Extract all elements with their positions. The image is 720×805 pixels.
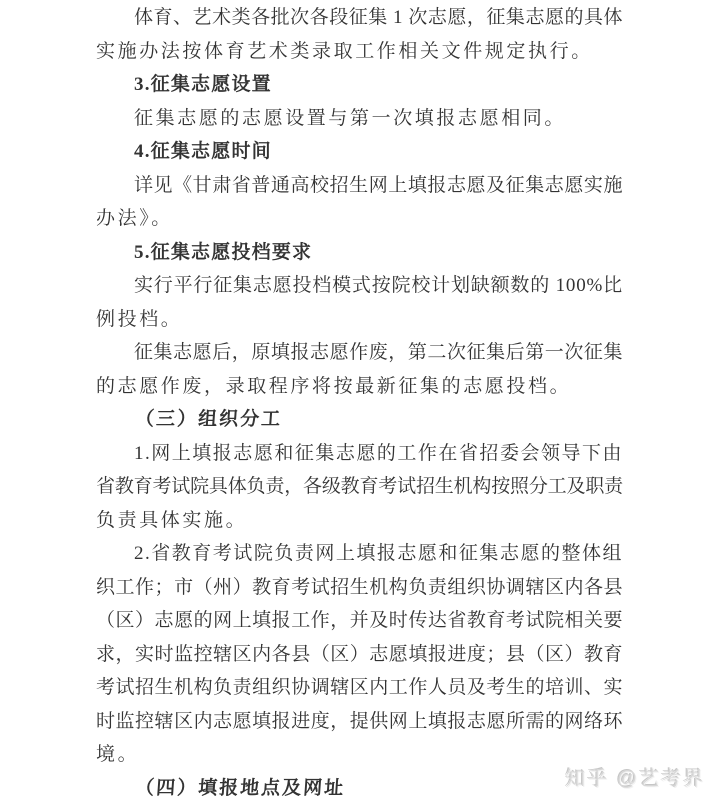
body-text-line bbox=[96, 102, 623, 136]
body-text-line bbox=[96, 303, 623, 337]
body-text-line-text: 织工作；市（州）教育考试招生机构负责组织协调辖区内各县 bbox=[96, 576, 624, 598]
body-text-line bbox=[96, 604, 623, 638]
body-text-line-text: 办法》。 bbox=[96, 208, 173, 229]
numbered-heading bbox=[96, 68, 623, 102]
document-body bbox=[96, 1, 623, 805]
body-text-line-text: 1.网上填报志愿和征集志愿的工作在省招委会领导下由 bbox=[134, 442, 624, 464]
body-text-line-text: 例投档。 bbox=[96, 308, 183, 330]
body-text-line-text: 征集志愿后，原填报志愿作废，第二次征集后第一次征集 bbox=[134, 342, 624, 363]
section-heading bbox=[96, 772, 623, 805]
body-text-line bbox=[96, 1, 623, 35]
body-text-line bbox=[96, 671, 623, 705]
body-text-line-text: 时监控辖区内志愿填报进度，提供网上填报志愿所需的网络环 bbox=[96, 710, 624, 732]
body-text-line-text: 实施办法按体育艺术类录取工作相关文件规定执行。 bbox=[96, 40, 593, 62]
body-text-line-text: 的志愿作废，录取程序将按最新征集的志愿投档。 bbox=[96, 375, 572, 397]
watermark bbox=[565, 762, 705, 791]
body-text-line bbox=[96, 269, 623, 303]
section-heading-text: （三）组织分工 bbox=[134, 409, 283, 430]
body-text-line-text: 负责具体实施。 bbox=[96, 509, 248, 531]
body-text-line-text: 体育、艺术类各批次各段征集 1 次志愿，征集志愿的具体 bbox=[134, 7, 624, 28]
body-text-line bbox=[96, 336, 623, 370]
body-text-line bbox=[96, 571, 623, 605]
body-text-line bbox=[96, 35, 623, 69]
body-text-line bbox=[96, 370, 623, 404]
numbered-heading bbox=[96, 135, 623, 169]
body-text-line-text: 征集志愿的志愿设置与第一次填报志愿相同。 bbox=[134, 107, 567, 129]
body-text-line-text: 详见《甘肃省普通高校招生网上填报志愿及征集志愿实施 bbox=[134, 174, 624, 196]
body-text-line bbox=[96, 705, 623, 739]
body-text-line-text: 2.省教育考试院负责网上填报志愿和征集志愿的整体组 bbox=[134, 543, 624, 564]
numbered-heading bbox=[96, 236, 623, 270]
section-heading bbox=[96, 403, 623, 437]
body-text-line bbox=[96, 470, 623, 504]
numbered-heading-text: 4.征集志愿时间 bbox=[134, 141, 272, 162]
body-text-line bbox=[96, 169, 623, 203]
body-text-line-text: 境。 bbox=[96, 744, 140, 765]
body-text-line bbox=[96, 504, 623, 538]
body-text-line-text: 实行平行征集志愿投档模式按院校计划缺额数的 100%比 bbox=[134, 275, 623, 296]
body-text-line-text: （区）志愿的网上填报工作，并及时传达省教育考试院相关要 bbox=[96, 610, 624, 631]
watermark-text: 知乎 @艺考界 bbox=[565, 768, 705, 790]
body-text-line bbox=[96, 638, 623, 672]
body-text-line-text: 求，实时监控辖区内各县（区）志愿填报进度；县（区）教育 bbox=[96, 643, 624, 665]
body-text-line bbox=[96, 738, 623, 772]
body-text-line bbox=[96, 437, 623, 471]
body-text-line-text: 考试招生机构负责组织协调辖区内工作人员及考生的培训、实 bbox=[96, 677, 624, 698]
body-text-line-text: 省教育考试院具体负责，各级教育考试招生机构按照分工及职责 bbox=[96, 476, 623, 497]
section-heading-text: （四）填报地点及网址 bbox=[134, 777, 346, 799]
body-text-line bbox=[96, 537, 623, 571]
numbered-heading-text: 3.征集志愿设置 bbox=[134, 74, 272, 95]
numbered-heading-text: 5.征集志愿投档要求 bbox=[134, 241, 313, 263]
body-text-line bbox=[96, 202, 623, 236]
